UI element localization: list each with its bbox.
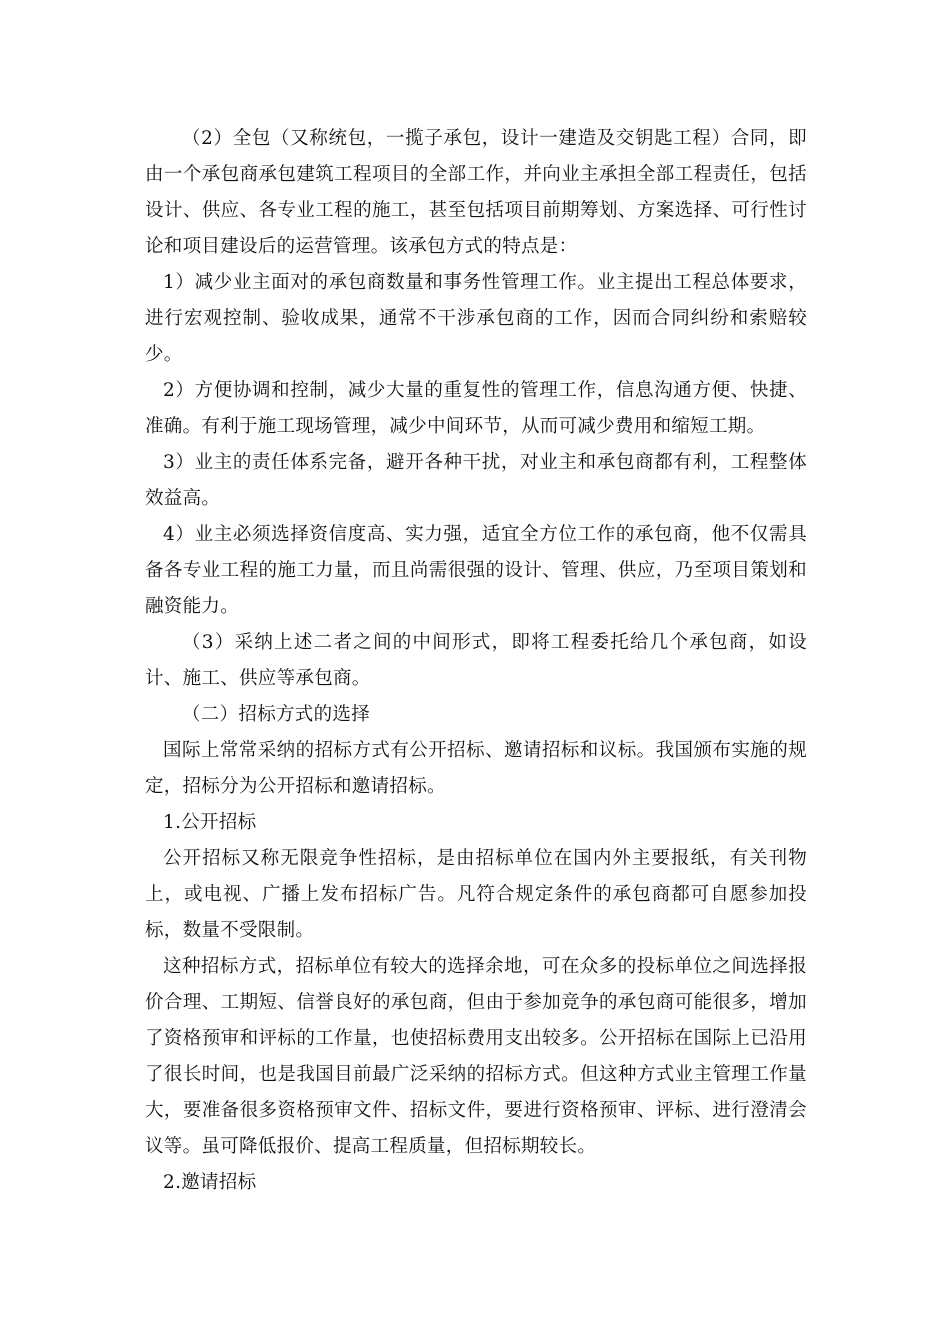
subheading-open-bidding: 1.公开招标: [163, 812, 257, 833]
document-body: [145, 121, 807, 1201]
paragraph-feature-3: 3）业主的责任体系完备，避开各种干扰，对业主和承包商都有利，工程整体效益高。: [145, 452, 807, 509]
paragraph-feature-2: 2）方便协调和控制，减少大量的重复性的管理工作，信息沟通方便、快捷、准确。有利于施工现场管理，减少中间环节，从而可减少费用和缩短工期。: [145, 380, 807, 437]
paragraph-intermediate-form: （3）采纳上述二者之间的中间形式，即将工程委托给几个承包商，如设计、施工、供应等承包商。: [145, 632, 807, 689]
subheading-invited-bidding: 2.邀请招标: [163, 1172, 257, 1193]
paragraph-full-contract: （2）全包（又称统包，一揽子承包，设计一建造及交钥匙工程）合同，即由一个承包商承包建筑工程项目的全部工作，并向业主承担全部工程责任，包括设计、供应、各专业工程的施工，甚至包括项目前期筹划、方案选择、可行性讨论和项目建设后的运营管理。该承包方式的特点是：: [145, 128, 807, 257]
section-heading-bidding-method: （二）招标方式的选择: [182, 704, 371, 725]
paragraph-open-bidding-definition: 公开招标又称无限竞争性招标，是由招标单位在国内外主要报纸，有关刊物上，或电视、广播上发布招标广告。凡符合规定条件的承包商都可自愿参加投标，数量不受限制。: [145, 848, 807, 941]
paragraph-feature-1: 1）减少业主面对的承包商数量和事务性管理工作。业主提出工程总体要求，进行宏观控制、验收成果，通常不干涉承包商的工作，因而合同纠纷和索赔较少。: [145, 272, 807, 365]
paragraph-feature-4: 4）业主必须选择资信度高、实力强，适宜全方位工作的承包商，他不仅需具备各专业工程的施工力量，而且尚需很强的设计、管理、供应，乃至项目策划和融资能力。: [145, 524, 807, 617]
paragraph-open-bidding-analysis: 这种招标方式，招标单位有较大的选择余地，可在众多的投标单位之间选择报价合理、工期短、信誉良好的承包商，但由于参加竞争的承包商可能很多，增加了资格预审和评标的工作量，也使招标费用支出较多。公开招标在国际上已沿用了很长时间，也是我国目前最广泛采纳的招标方式。但这种方式业主管理工作量大，要准备很多资格预审文件、招标文件，要进行资格预审、评标、进行澄清会议等。虽可降低报价、提高工程质量，但招标期较长。: [145, 956, 807, 1157]
paragraph-bidding-intro: 国际上常常采纳的招标方式有公开招标、邀请招标和议标。我国颁布实施的规定，招标分为公开招标和邀请招标。: [145, 740, 807, 797]
